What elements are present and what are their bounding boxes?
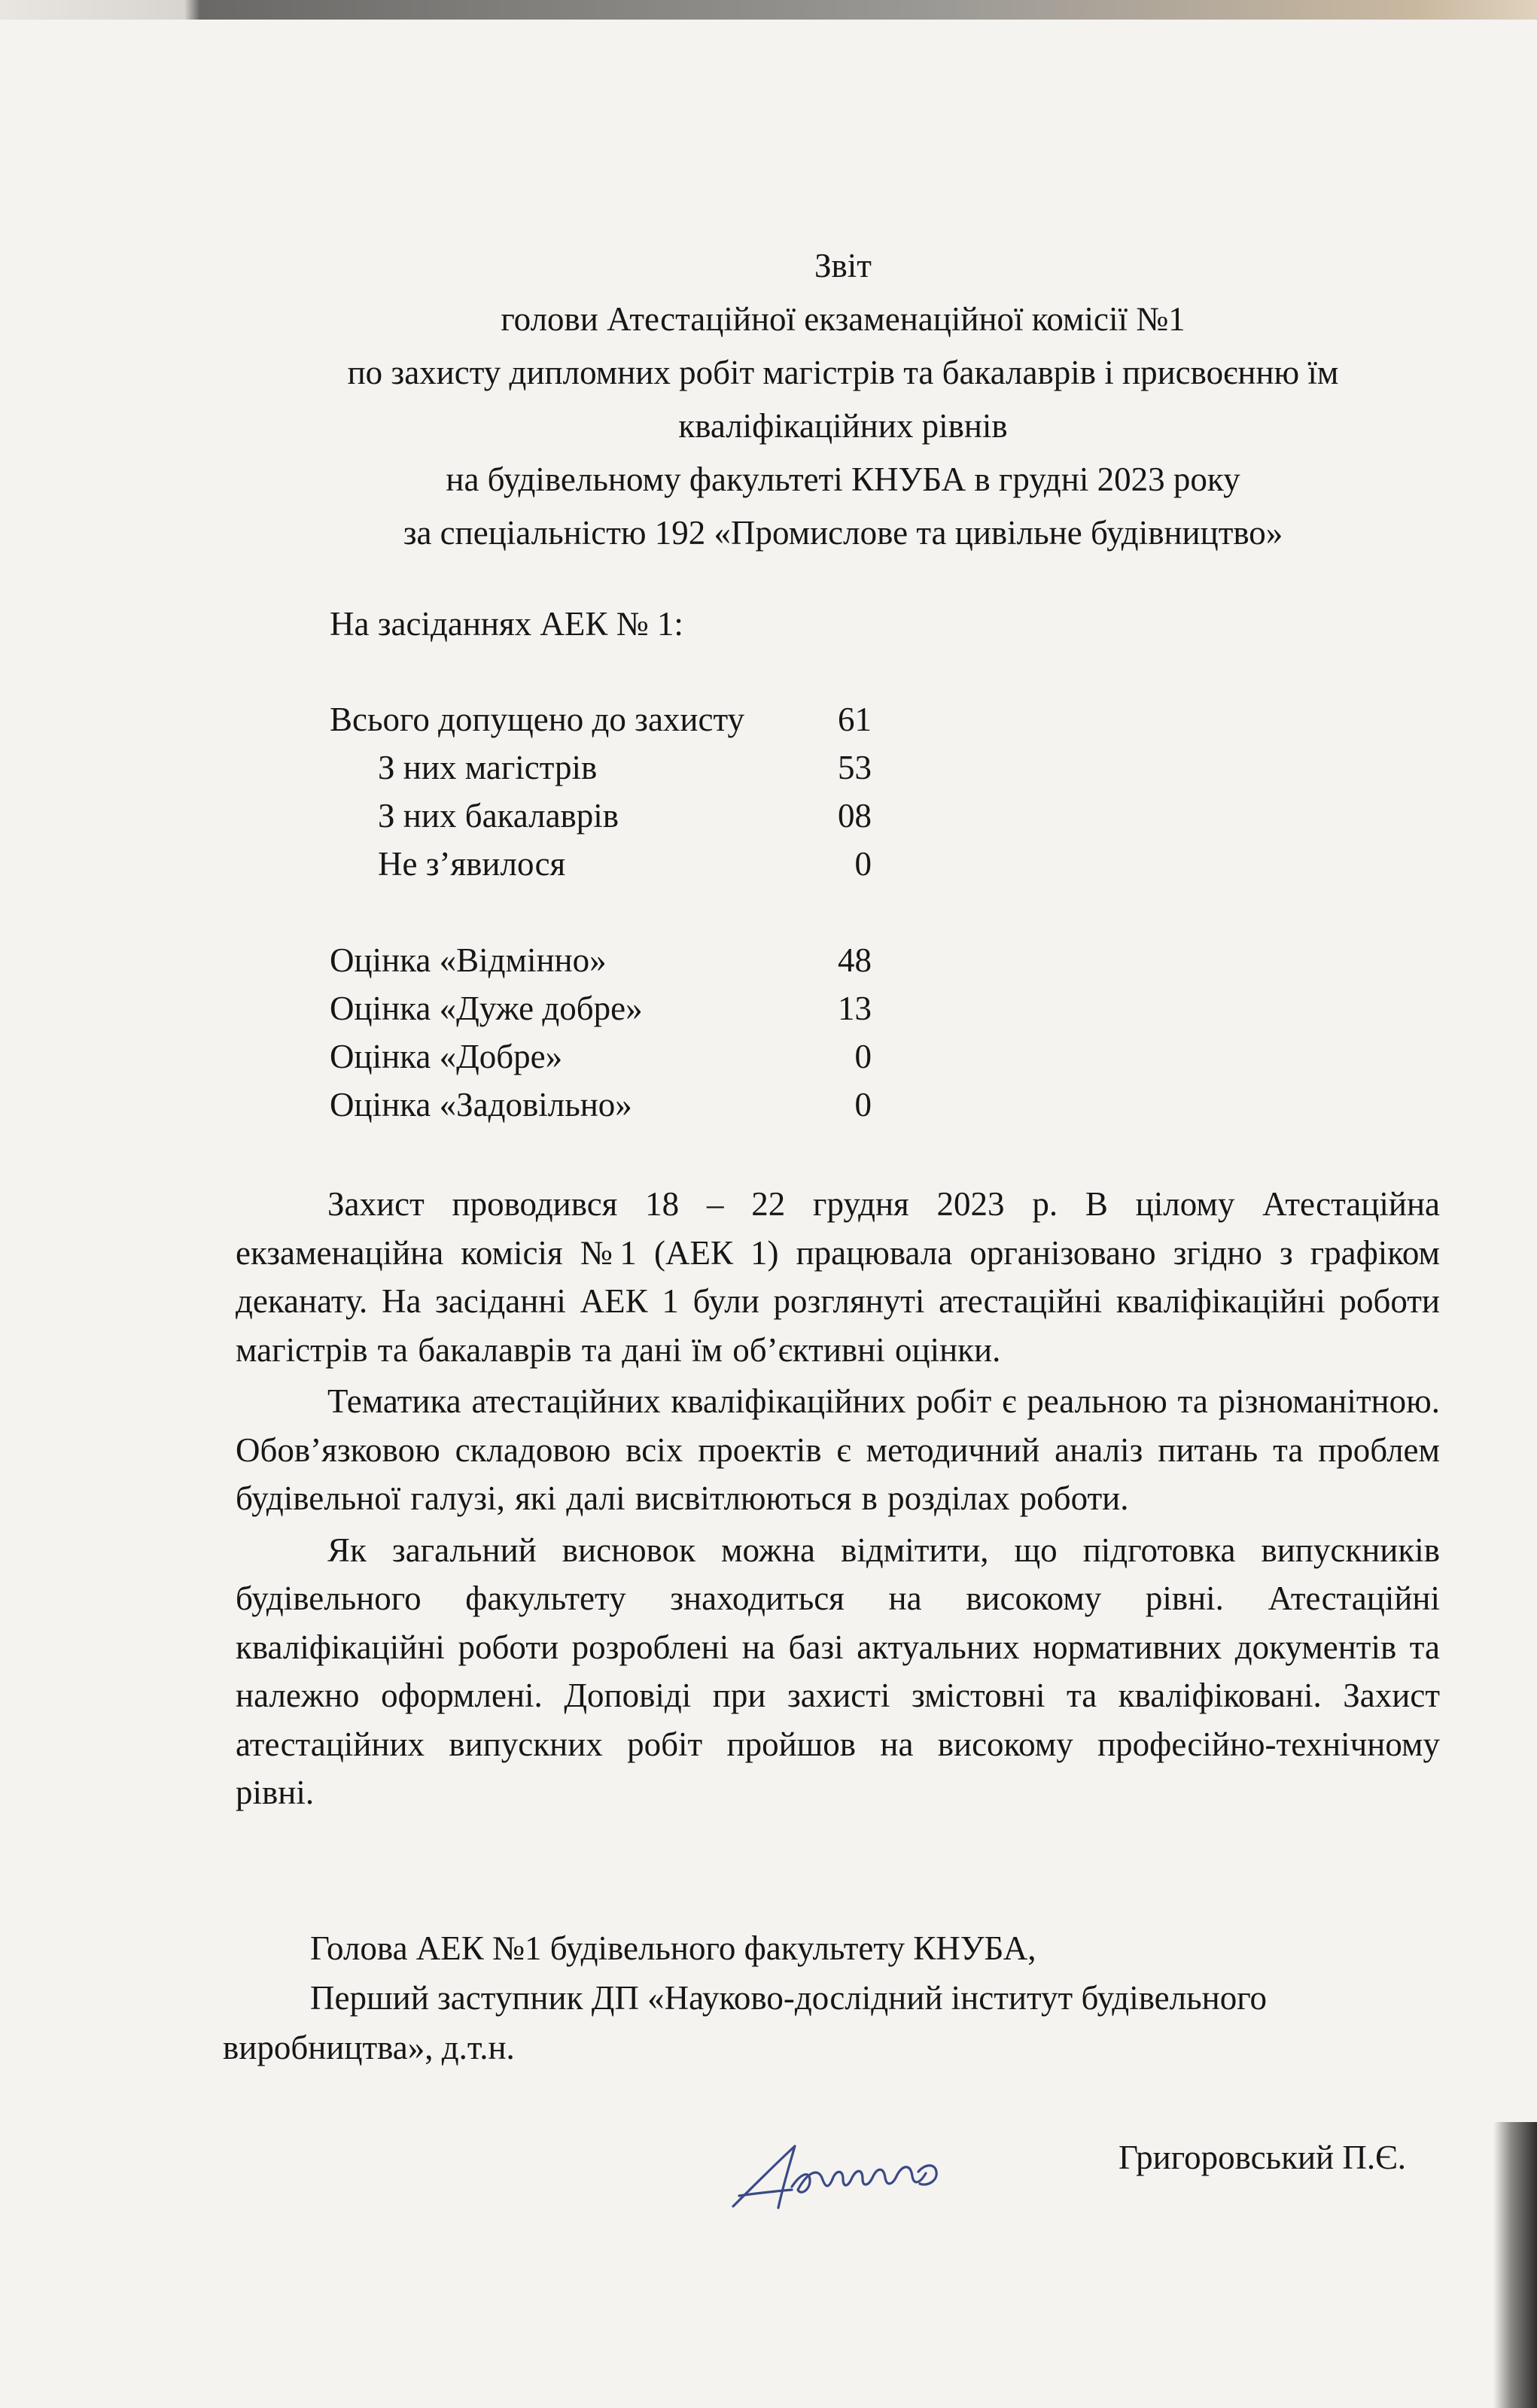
paragraph-defense-summary: Захист проводився 18 – 22 грудня 2023 р. В цілому Атестаційна екзаменаційна комісія №1 (АЕК 1) працювала організовано згідно з графіком деканату. На засіданні АЕК 1 були розглянуті атестаційні кваліфікаційні роботи магістрів та бакалаврів та дані їм об’єктивні оцінки. <box>236 1185 1440 1369</box>
signatory-position-line: Перший заступник ДП «Науково-дослідний інститут будівельного <box>310 1979 1268 2017</box>
stat-label: Оцінка «Задовільно» <box>330 1086 632 1123</box>
title-line-4: кваліфікаційних рівнів <box>678 407 1008 445</box>
stat-label: Оцінка «Добре» <box>330 1038 563 1075</box>
signatory-position-continued: виробництва», д.т.н. <box>223 2029 515 2066</box>
stat-row-very-good <box>330 984 872 1032</box>
title-line-5: на будівельному факультеті КНУБА в грудні 2023 року <box>446 461 1240 498</box>
statistics-list <box>330 695 872 1129</box>
title-line-6: за спеціальністю 192 «Промислове та цивільне будівництво» <box>403 514 1283 552</box>
signatory-title-line: Голова АЕК №1 будівельного факультету КНУБА, <box>310 1929 1036 1967</box>
signatory-block <box>223 1923 1457 2072</box>
stat-row-total <box>330 695 872 743</box>
stat-row-excellent <box>330 936 872 984</box>
stat-label: Оцінка «Дуже добре» <box>330 990 643 1027</box>
paragraph-conclusion: Як загальний висновок можна відмітити, що підготовка випускників будівельного факультету знаходиться на високому рівні. Атестаційні кваліфікаційні роботи розроблені на базі актуальних нормативних документів та належно оформлені. Доповіді при захисті змістовні та кваліфіковані. Захист атестаційних випускних робіт пройшов на високому професійно-технічному рівні. <box>236 1531 1440 1811</box>
stat-value: 0 <box>854 845 872 883</box>
stat-value: 61 <box>838 701 872 738</box>
stat-value: 0 <box>854 1086 872 1123</box>
meetings-intro: На засіданнях АЕК № 1: <box>330 605 683 643</box>
stat-label: Не з’явилося <box>378 845 566 883</box>
stat-value: 53 <box>838 749 872 786</box>
signer-name: Григоровський П.Є. <box>1119 2139 1407 2176</box>
stat-value: 48 <box>838 941 872 979</box>
stat-label: Всього допущено до захисту <box>330 701 745 738</box>
paragraph-topics: Тематика атестаційних кваліфікаційних робіт є реальною та різноманітною. Обов’язковою складовою всіх проектів є методичний аналіз питань та проблем будівельної галузі, які далі висвітлюються в розділах роботи. <box>236 1382 1440 1517</box>
stat-label: З них бакалаврів <box>378 797 619 835</box>
stat-row-satisfactory <box>330 1081 872 1129</box>
stat-label: З них магістрів <box>378 749 598 786</box>
stat-label: Оцінка «Відмінно» <box>330 941 607 979</box>
stat-row-absent <box>330 840 872 888</box>
report-title <box>248 239 1438 560</box>
stat-row-bachelors <box>330 792 872 840</box>
stat-value: 0 <box>854 1038 872 1075</box>
report-body <box>236 1180 1440 1820</box>
stat-value: 13 <box>838 990 872 1027</box>
stat-row-good <box>330 1032 872 1081</box>
handwritten-signature <box>723 2134 979 2217</box>
stat-value: 08 <box>838 797 872 835</box>
title-line-2: голови Атестаційної екзаменаційної комісії №1 <box>501 300 1185 338</box>
stat-row-masters <box>330 743 872 792</box>
title-line-1: Звіт <box>814 247 872 284</box>
title-line-3: по захисту дипломних робіт магістрів та бакалаврів і присвоєнню їм <box>347 354 1339 391</box>
